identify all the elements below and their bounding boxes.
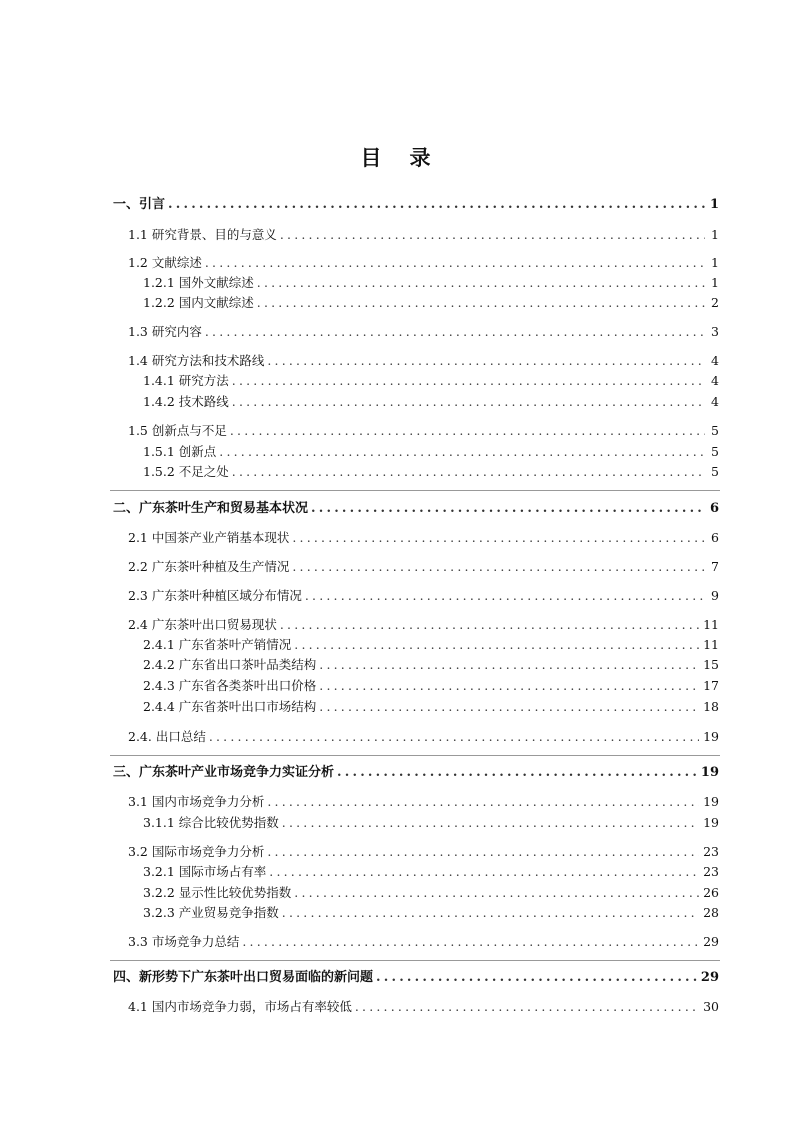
- dot-leader: [319, 697, 699, 717]
- toc-entry-label: 1.3 研究内容: [128, 324, 202, 339]
- dot-leader: [209, 727, 699, 747]
- toc-page-number: 19: [703, 729, 719, 744]
- toc-page-number: 1: [711, 255, 719, 270]
- dot-leader: [232, 462, 705, 482]
- toc-entry-section[interactable]: [128, 727, 719, 747]
- toc-page-number: 6: [709, 501, 719, 516]
- toc-entry-subsection[interactable]: [143, 655, 719, 675]
- toc-page-number: 1: [711, 275, 719, 290]
- toc-entry-label: 1.2.2 国内文献综述: [143, 295, 254, 310]
- toc-page-number: 29: [700, 970, 719, 985]
- dot-leader: [257, 293, 705, 313]
- toc-entry-section[interactable]: [128, 615, 719, 635]
- toc-entry-section[interactable]: [128, 253, 719, 273]
- toc-entry-subsection[interactable]: [143, 293, 719, 313]
- toc-entry-chapter-3[interactable]: [113, 763, 719, 783]
- dot-leader: [311, 499, 705, 519]
- dot-leader: [282, 813, 699, 833]
- dot-leader: [376, 968, 697, 988]
- toc-page-number: 18: [703, 699, 719, 714]
- dot-leader: [219, 442, 705, 462]
- toc-page-number: 4: [711, 394, 719, 409]
- toc-entry-section[interactable]: [128, 997, 719, 1017]
- toc-entry-subsection[interactable]: [143, 635, 719, 655]
- dot-leader: [267, 842, 699, 862]
- toc-entry-subsection[interactable]: [143, 903, 719, 923]
- toc-entry-section[interactable]: [128, 421, 719, 441]
- toc-entry-label: 2.1 中国茶产业产销基本现状: [128, 530, 290, 545]
- toc-entry-subsection[interactable]: [143, 371, 719, 391]
- dot-leader: [232, 371, 705, 391]
- toc-title-char: 目: [360, 145, 384, 170]
- toc-entry-label: 2.3 广东茶叶种植区域分布情况: [128, 588, 302, 603]
- toc-page-number: 11: [703, 617, 719, 632]
- dot-leader: [267, 792, 699, 812]
- dot-leader: [319, 676, 699, 696]
- toc-page-number: 11: [703, 637, 719, 652]
- toc-entry-label: 1.4 研究方法和技术路线: [128, 353, 265, 368]
- toc-entry-subsection[interactable]: [143, 442, 719, 462]
- toc-entry-label: 3.1.1 综合比较优势指数: [143, 815, 279, 830]
- dot-leader: [280, 615, 699, 635]
- toc-entry-section[interactable]: [128, 225, 719, 245]
- toc-entry-subsection[interactable]: [143, 462, 719, 482]
- toc-entry-label: 1.4.2 技术路线: [143, 394, 229, 409]
- dot-leader: [292, 557, 705, 577]
- toc-page-number: 19: [700, 765, 719, 780]
- dot-leader: [205, 322, 705, 342]
- chapter-divider: [110, 960, 720, 961]
- toc-entry-label: 1.2 文献综述: [128, 255, 202, 270]
- toc-entry-chapter-4[interactable]: [113, 968, 719, 988]
- toc-entry-section[interactable]: [128, 932, 719, 952]
- dot-leader: [292, 528, 705, 548]
- toc-entry-section[interactable]: [128, 351, 719, 371]
- toc-page-number: 17: [703, 678, 719, 693]
- dot-leader: [168, 195, 705, 215]
- toc-entry-label: 3.2.3 产业贸易竞争指数: [143, 905, 279, 920]
- toc-entry-label: 3.3 市场竞争力总结: [128, 934, 240, 949]
- dot-leader: [294, 635, 699, 655]
- dot-leader: [282, 903, 699, 923]
- toc-page-number: 30: [703, 999, 719, 1014]
- toc-title-char: 录: [409, 145, 433, 170]
- toc-entry-label: 3.2.2 显示性比较优势指数: [143, 885, 292, 900]
- toc-entry-subsection[interactable]: [143, 676, 719, 696]
- toc-entry-subsection[interactable]: [143, 392, 719, 412]
- toc-entry-chapter-1[interactable]: [113, 195, 719, 215]
- dot-leader: [230, 421, 705, 441]
- toc-page-number: 5: [711, 444, 719, 459]
- toc-page-number: 19: [703, 815, 719, 830]
- toc-entry-chapter-2[interactable]: [113, 499, 719, 519]
- toc-entry-label: 1.4.1 研究方法: [143, 373, 229, 388]
- toc-entry-label: 1.5.1 创新点: [143, 444, 217, 459]
- toc-page-number: 5: [711, 464, 719, 479]
- toc-entry-label: 1.1 研究背景、目的与意义: [128, 227, 277, 242]
- dot-leader: [269, 862, 699, 882]
- toc-entry-label: 二、广东茶叶生产和贸易基本状况: [113, 501, 309, 516]
- toc-page-number: 2: [711, 295, 719, 310]
- toc-entry-label: 1.2.1 国外文献综述: [143, 275, 254, 290]
- toc-entry-label: 一、引言: [113, 197, 166, 212]
- toc-entry-subsection[interactable]: [143, 862, 719, 882]
- toc-page-number: 15: [703, 657, 719, 672]
- toc-page-number: 1: [709, 197, 719, 212]
- dot-leader: [337, 763, 697, 783]
- toc-entry-label: 4.1 国内市场竞争力弱，市场占有率较低: [128, 999, 352, 1014]
- toc-page-number: 4: [711, 353, 719, 368]
- dot-leader: [242, 932, 699, 952]
- dot-leader: [319, 655, 699, 675]
- toc-entry-label: 3.2 国际市场竞争力分析: [128, 844, 265, 859]
- dot-leader: [205, 253, 705, 273]
- toc-entry-section[interactable]: [128, 842, 719, 862]
- chapter-divider: [110, 490, 720, 491]
- toc-entry-label: 2.4.3 广东省各类茶叶出口价格: [143, 678, 317, 693]
- toc-page-number: 5: [711, 423, 719, 438]
- toc-page-number: 23: [703, 864, 719, 879]
- toc-entry-label: 3.1 国内市场竞争力分析: [128, 794, 265, 809]
- toc-entry-label: 1.5.2 不足之处: [143, 464, 229, 479]
- toc-entry-label: 2.4.1 广东省茶叶产销情况: [143, 637, 292, 652]
- dot-leader: [305, 586, 705, 606]
- toc-page-number: 28: [703, 905, 719, 920]
- toc-page-number: 9: [711, 588, 719, 603]
- toc-entry-label: 2.4.4 广东省茶叶出口市场结构: [143, 699, 317, 714]
- toc-entry-subsection[interactable]: [143, 273, 719, 293]
- toc-page-number: 1: [711, 227, 719, 242]
- toc-entry-label: 四、新形势下广东茶叶出口贸易面临的新问题: [113, 970, 374, 985]
- toc-entry-section[interactable]: [128, 528, 719, 548]
- toc-entry-label: 2.4. 出口总结: [128, 729, 206, 744]
- toc-entry-section[interactable]: [128, 557, 719, 577]
- toc-entry-section[interactable]: [128, 586, 719, 606]
- toc-page-number: 4: [711, 373, 719, 388]
- toc-page-number: 19: [703, 794, 719, 809]
- toc-entry-label: 三、广东茶叶产业市场竞争力实证分析: [113, 765, 335, 780]
- toc-entry-label: 1.5 创新点与不足: [128, 423, 227, 438]
- toc-entry-label: 2.2 广东茶叶种植及生产情况: [128, 559, 290, 574]
- toc-page-number: 26: [703, 885, 719, 900]
- toc-entry-label: 2.4 广东茶叶出口贸易现状: [128, 617, 277, 632]
- toc-entry-subsection[interactable]: [143, 697, 719, 717]
- toc-entry-label: 3.2.1 国际市场占有率: [143, 864, 267, 879]
- dot-leader: [280, 225, 705, 245]
- dot-leader: [257, 273, 705, 293]
- toc-entry-subsection[interactable]: [143, 813, 719, 833]
- dot-leader: [267, 351, 705, 371]
- toc-entry-section[interactable]: [128, 792, 719, 812]
- toc-page-number: 3: [711, 324, 719, 339]
- toc-entry-subsection[interactable]: [143, 883, 719, 903]
- dot-leader: [232, 392, 705, 412]
- toc-page-number: 6: [711, 530, 719, 545]
- toc-page-number: 29: [703, 934, 719, 949]
- toc-entry-section[interactable]: [128, 322, 719, 342]
- toc-page-number: 7: [711, 559, 719, 574]
- dot-leader: [355, 997, 699, 1017]
- chapter-divider: [110, 755, 720, 756]
- toc-page-number: 23: [703, 844, 719, 859]
- dot-leader: [294, 883, 699, 903]
- toc-entry-label: 2.4.2 广东省出口茶叶品类结构: [143, 657, 317, 672]
